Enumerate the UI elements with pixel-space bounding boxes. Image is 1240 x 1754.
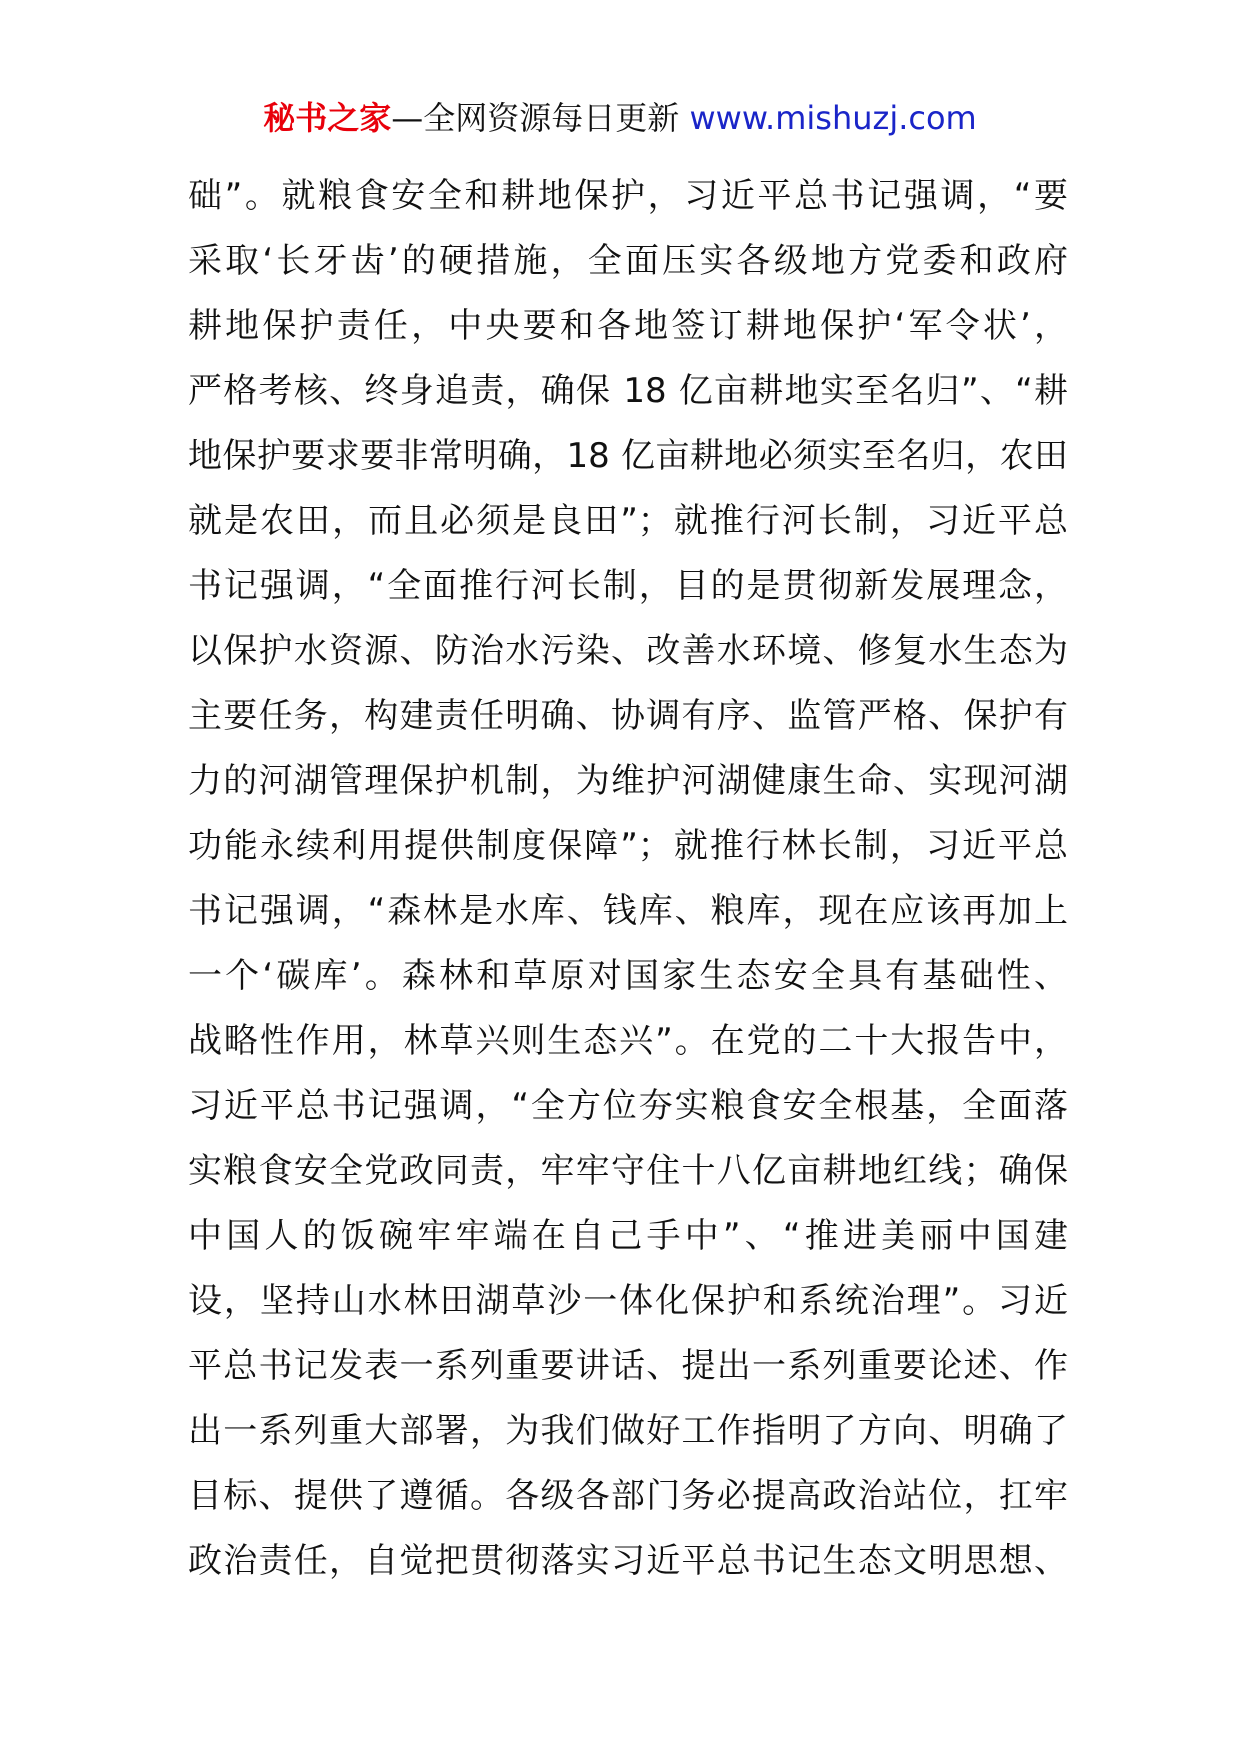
body-line: 础”。就粮食安全和耕地保护，习近平总书记强调，“要 — [188, 176, 1068, 216]
body-line: 书记强调，“森林是水库、钱库、粮库，现在应该再加上 — [188, 891, 1068, 931]
body-line: 采取‘长牙齿’的硬措施，全面压实各级地方党委和政府 — [188, 241, 1068, 281]
body-line: 习近平总书记强调，“全方位夯实粮食安全根基，全面落 — [188, 1086, 1068, 1126]
body-line: 政治责任，自觉把贯彻落实习近平总书记生态文明思想、 — [188, 1541, 1068, 1581]
body-line: 实粮食安全党政同责，牢牢守住十八亿亩耕地红线；确保 — [188, 1151, 1068, 1191]
site-url-link[interactable]: www.mishuzj.com — [689, 99, 977, 137]
site-tagline: —全网资源每日更新 — [391, 99, 680, 137]
body-line: 设，坚持山水林田湖草沙一体化保护和系统治理”。习近 — [188, 1281, 1068, 1321]
body-line: 功能永续利用提供制度保障”；就推行林长制，习近平总 — [188, 826, 1068, 866]
document-body — [188, 164, 1068, 1594]
body-line: 出一系列重大部署，为我们做好工作指明了方向、明确了 — [188, 1411, 1068, 1451]
body-line: 就是农田，而且必须是良田”；就推行河长制，习近平总 — [188, 501, 1068, 541]
body-line: 战略性作用，林草兴则生态兴”。在党的二十大报告中， — [188, 1021, 1068, 1061]
body-line: 主要任务，构建责任明确、协调有序、监管严格、保护有 — [188, 696, 1068, 736]
body-line: 平总书记发表一系列重要讲话、提出一系列重要论述、作 — [188, 1346, 1068, 1386]
body-line: 严格考核、终身追责，确保 18 亿亩耕地实至名归”、“耕 — [188, 371, 1068, 411]
body-line: 中国人的饭碗牢牢端在自己手中”、“推进美丽中国建 — [188, 1216, 1068, 1256]
page-header — [0, 96, 1240, 140]
body-line: 地保护要求要非常明确，18 亿亩耕地必须实至名归，农田 — [188, 436, 1068, 476]
body-line: 目标、提供了遵循。各级各部门务必提高政治站位，扛牢 — [188, 1476, 1068, 1516]
site-brand: 秘书之家 — [263, 99, 392, 137]
body-line: 耕地保护责任，中央要和各地签订耕地保护‘军令状’， — [188, 306, 1068, 346]
body-line: 以保护水资源、防治水污染、改善水环境、修复水生态为 — [188, 631, 1068, 671]
body-line: 书记强调，“全面推行河长制，目的是贯彻新发展理念， — [188, 566, 1068, 606]
body-line: 力的河湖管理保护机制，为维护河湖健康生命、实现河湖 — [188, 761, 1068, 801]
body-line: 一个‘碳库’。森林和草原对国家生态安全具有基础性、 — [188, 956, 1068, 996]
